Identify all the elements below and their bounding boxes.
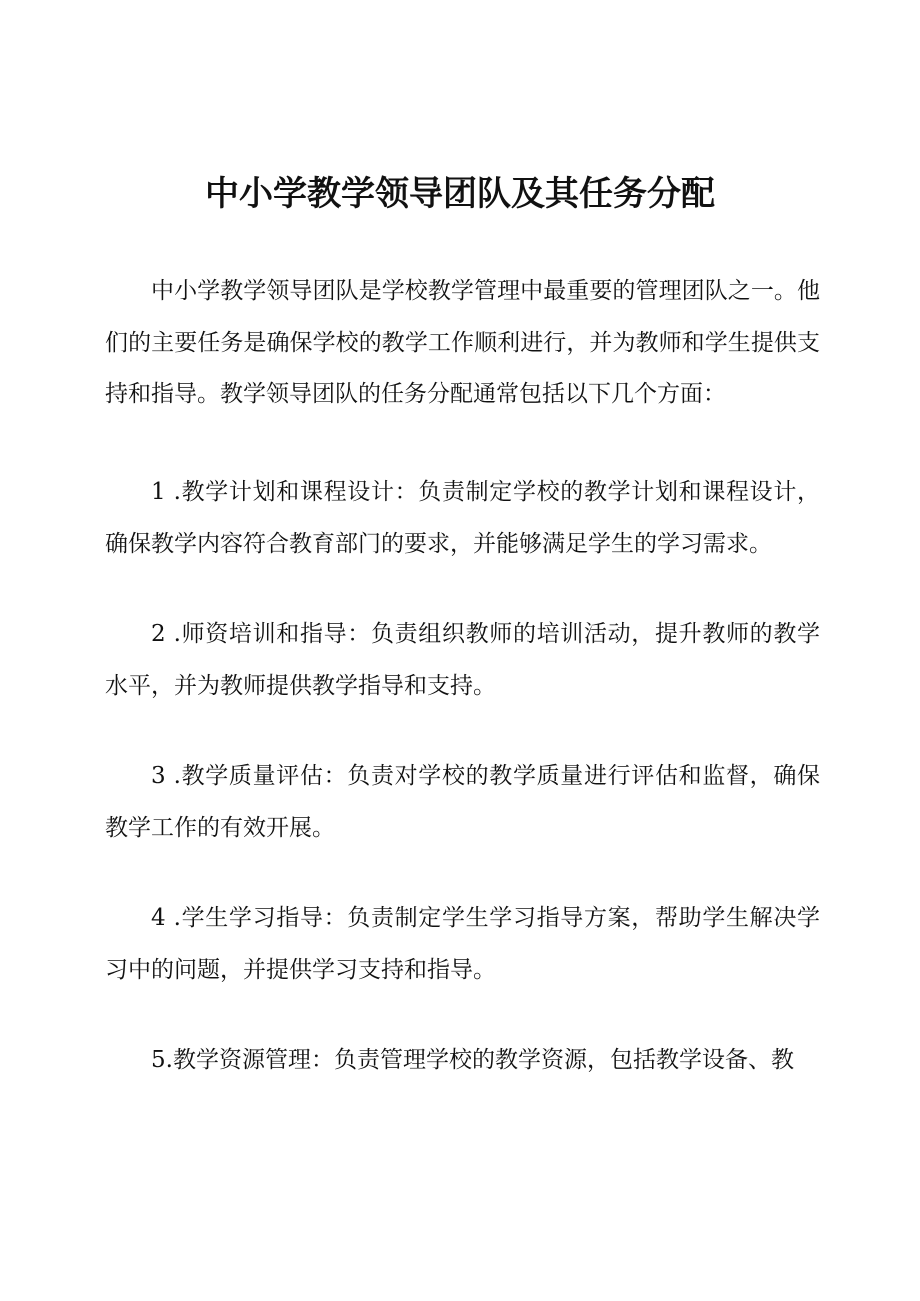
list-item-3: 3 .教学质量评估：负责对学校的教学质量进行评估和监督，确保教学工作的有效开展。 [105,763,820,841]
list-item-1: 1 .教学计划和课程设计：负责制定学校的教学计划和课程设计，确保教学内容符合教育部门的要求，并能够满足学生的学习需求。 [105,479,820,557]
document-title: 中小学教学领导团队及其任务分配 [205,174,715,214]
intro-paragraph: 中小学教学领导团队是学校教学管理中最重要的管理团队之一。他们的主要任务是确保学校的教学工作顺利进行，并为教师和学生提供支持和指导。教学领导团队的任务分配通常包括以下几个方面： [105,278,820,407]
list-item-4: 4 .学生学习指导：负责制定学生学习指导方案，帮助学生解决学习中的问题，并提供学习支持和指导。 [105,905,820,983]
list-item-5: 5.教学资源管理：负责管理学校的教学资源，包括教学设备、教 [151,1047,794,1073]
list-item-2: 2 .师资培训和指导：负责组织教师的培训活动，提升教师的教学水平，并为教师提供教学指导和支持。 [105,621,820,699]
